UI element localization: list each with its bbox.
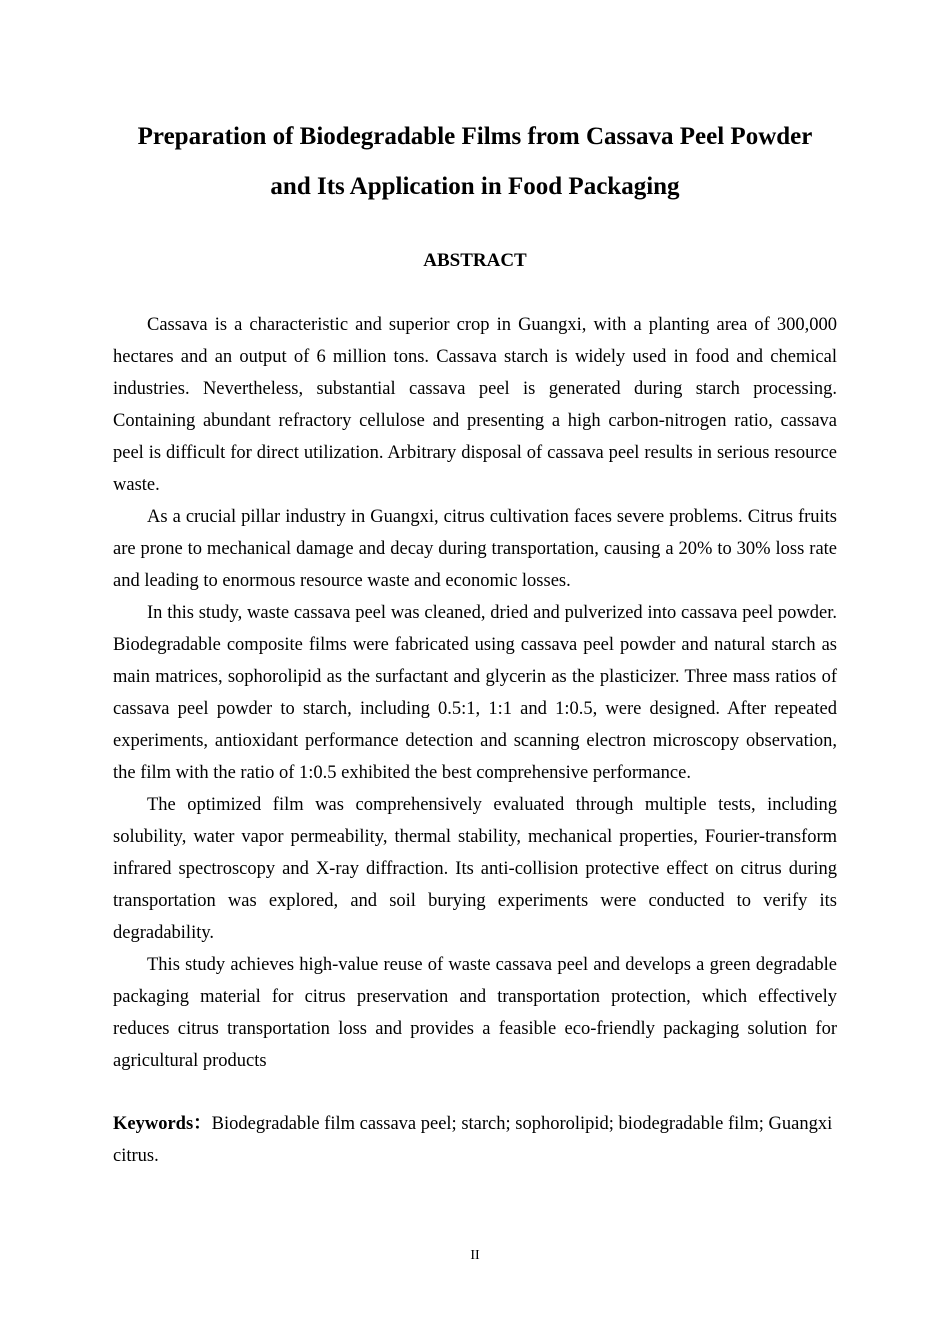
paper-title-line-2: and Its Application in Food Packaging: [270, 173, 680, 200]
abstract-paragraph-5: This study achieves high-value reuse of waste cassava peel and develops a green degradable packaging material for citrus preservation and transportation protection, which effectively reduces citrus transportation loss and provides a feasible eco-friendly packaging solution for agricultural products: [113, 955, 837, 1071]
keywords-label: Keywords：: [113, 1114, 212, 1134]
paper-title: [100, 112, 850, 212]
page-number: II: [470, 1248, 480, 1263]
paper-title-line-1: Preparation of Biodegradable Films from Cassava Peel Powder: [137, 123, 813, 150]
abstract-paragraph-2: As a crucial pillar industry in Guangxi, citrus cultivation faces severe problems. Citrus fruits are prone to mechanical damage and decay during transportation, causing a 20% to 30% loss rate and leading to enormous resource waste and economic losses.: [113, 507, 837, 591]
abstract-body: [113, 309, 837, 1077]
abstract-heading: ABSTRACT: [423, 250, 527, 271]
keywords-text: Biodegradable film cassava peel; starch; sophorolipid; biodegradable film; Guangxi citrus.: [113, 1114, 833, 1166]
abstract-paragraph-1: Cassava is a characteristic and superior crop in Guangxi, with a planting area of 300,000 hectares and an output of 6 million tons. Cassava starch is widely used in food and chemical industries. Nevertheless, substantial cassava peel is generated during starch processing. Containing abundant refractory cellulose and presenting a high carbon-nitrogen ratio, cassava peel is difficult for direct utilization. Arbitrary disposal of cassava peel results in serious resource waste.: [113, 315, 837, 495]
keywords-section: [113, 1108, 837, 1172]
abstract-paragraph-3: In this study, waste cassava peel was cleaned, dried and pulverized into cassava peel powder. Biodegradable composite films were fabricated using cassava peel powder and natural starch as main matrices, sophorolipid as the surfactant and glycerin as the plasticizer. Three mass ratios of cassava peel powder to starch, including 0.5:1, 1:1 and 1:0.5, were designed. After repeated experiments, antioxidant performance detection and scanning electron microscopy observation, the film with the ratio of 1:0.5 exhibited the best comprehensive performance.: [113, 603, 837, 783]
abstract-paragraph-4: The optimized film was comprehensively evaluated through multiple tests, including solubility, water vapor permeability, thermal stability, mechanical properties, Fourier-transform infrared spectroscopy and X-ray diffraction. Its anti-collision protective effect on citrus during transportation was explored, and soil burying experiments were conducted to verify its degradability.: [113, 795, 837, 943]
